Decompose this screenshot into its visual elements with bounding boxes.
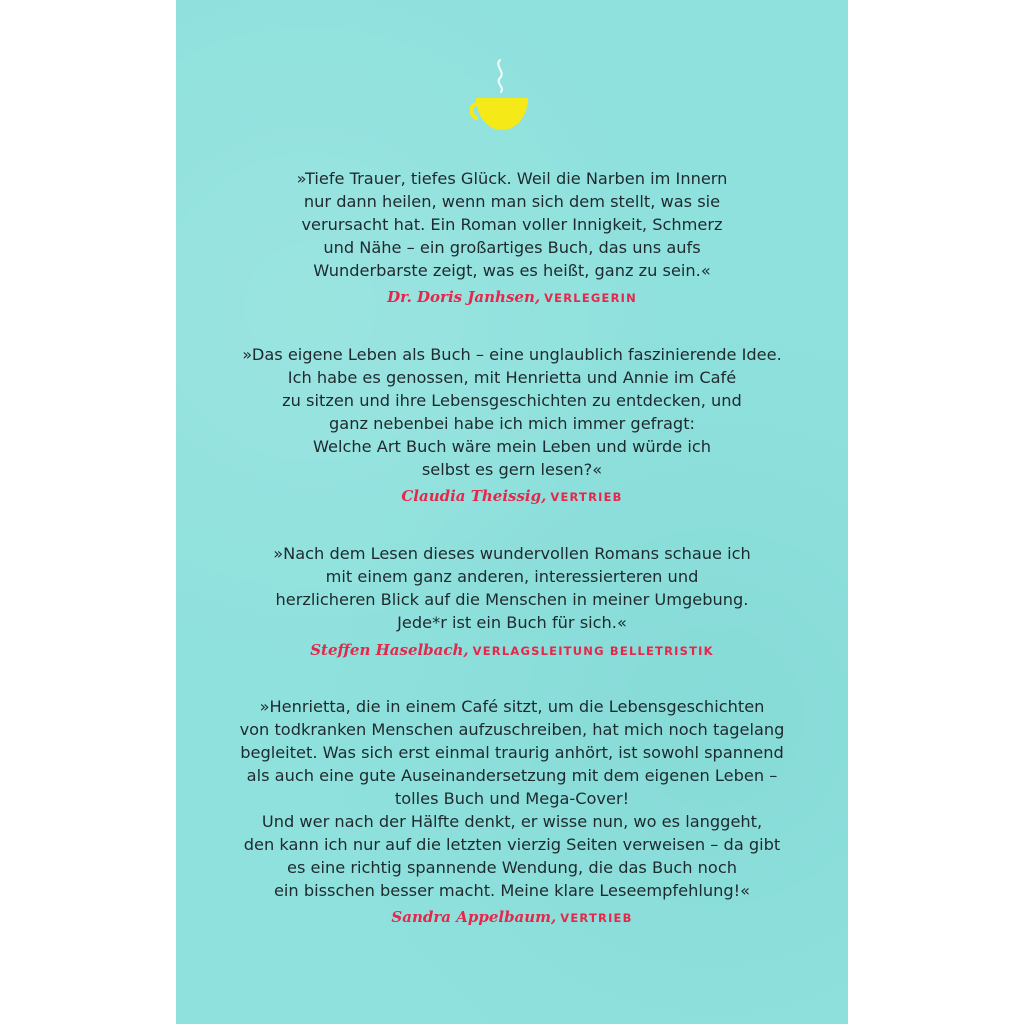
quote-line: »Das eigene Leben als Buch – eine unglaublich faszinierende Idee. [242,345,782,364]
quote-line: begleitet. Was sich erst einmal traurig anhört, ist sowohl spannend [240,743,784,762]
quote-line: als auch eine gute Auseinandersetzung mit dem eigenen Leben – [246,766,778,785]
coffee-cup-icon [470,52,534,136]
author-name: Steffen Haselbach, [310,641,469,659]
testimonial-attribution [176,487,848,506]
quote-line: Jede*r ist ein Buch für sich.« [397,613,627,632]
author-role: VERLAGSLEITUNG BELLETRISTIK [472,644,714,658]
testimonial-quote [176,343,848,481]
quote-line: zu sitzen und ihre Lebensgeschichten zu entdecken, und [282,391,742,410]
quote-line: Und wer nach der Hälfte denkt, er wisse nun, wo es langgeht, [261,812,763,831]
testimonial-quote [176,167,848,282]
author-role: VERLEGERIN [544,291,637,305]
author-name: Dr. Doris Janhsen, [387,288,541,306]
quote-line: »Henrietta, die in einem Café sitzt, um die Lebensgeschichten [259,697,765,716]
quote-line: »Tiefe Trauer, tiefes Glück. Weil die Narben im Innern [296,169,728,188]
quote-line: nur dann heilen, wenn man sich dem stellt, was sie [303,192,721,211]
quote-line: es eine richtig spannende Wendung, die das Buch noch [287,858,737,877]
quote-line: Welche Art Buch wäre mein Leben und würde ich [312,437,712,456]
book-back-cover [176,0,848,1024]
author-role: VERTRIEB [560,911,633,925]
quote-line: Ich habe es genossen, mit Henrietta und Annie im Café [287,368,737,387]
quote-line: Wunderbarste zeigt, was es heißt, ganz zu sein.« [313,261,711,280]
quote-line: »Nach dem Lesen dieses wundervollen Romans schaue ich [273,544,751,563]
testimonial-quote [176,542,848,634]
testimonial-attribution [176,908,848,927]
testimonial-attribution [176,641,848,660]
author-name: Claudia Theissig, [401,487,547,505]
quote-line: tolles Buch und Mega-Cover! [394,789,630,808]
quote-line: und Nähe – ein großartiges Buch, das uns aufs [323,238,701,257]
author-role: VERTRIEB [550,490,623,504]
author-name: Sandra Appelbaum, [391,908,557,926]
testimonial-quote [176,695,848,902]
testimonial-attribution [176,288,848,307]
quote-line: ein bisschen besser macht. Meine klare Leseempfehlung!« [273,881,751,900]
quote-line: herzlicheren Blick auf die Menschen in meiner Umgebung. [275,590,749,609]
quote-line: verursacht hat. Ein Roman voller Innigkeit, Schmerz [301,215,723,234]
quote-line: von todkranken Menschen aufzuschreiben, hat mich noch tagelang [239,720,785,739]
quote-line: mit einem ganz anderen, interessierteren und [325,567,699,586]
quote-line: den kann ich nur auf die letzten vierzig Seiten verweisen – da gibt [243,835,781,854]
quote-line: ganz nebenbei habe ich mich immer gefragt: [329,414,695,433]
quote-line: selbst es gern lesen?« [421,460,603,479]
